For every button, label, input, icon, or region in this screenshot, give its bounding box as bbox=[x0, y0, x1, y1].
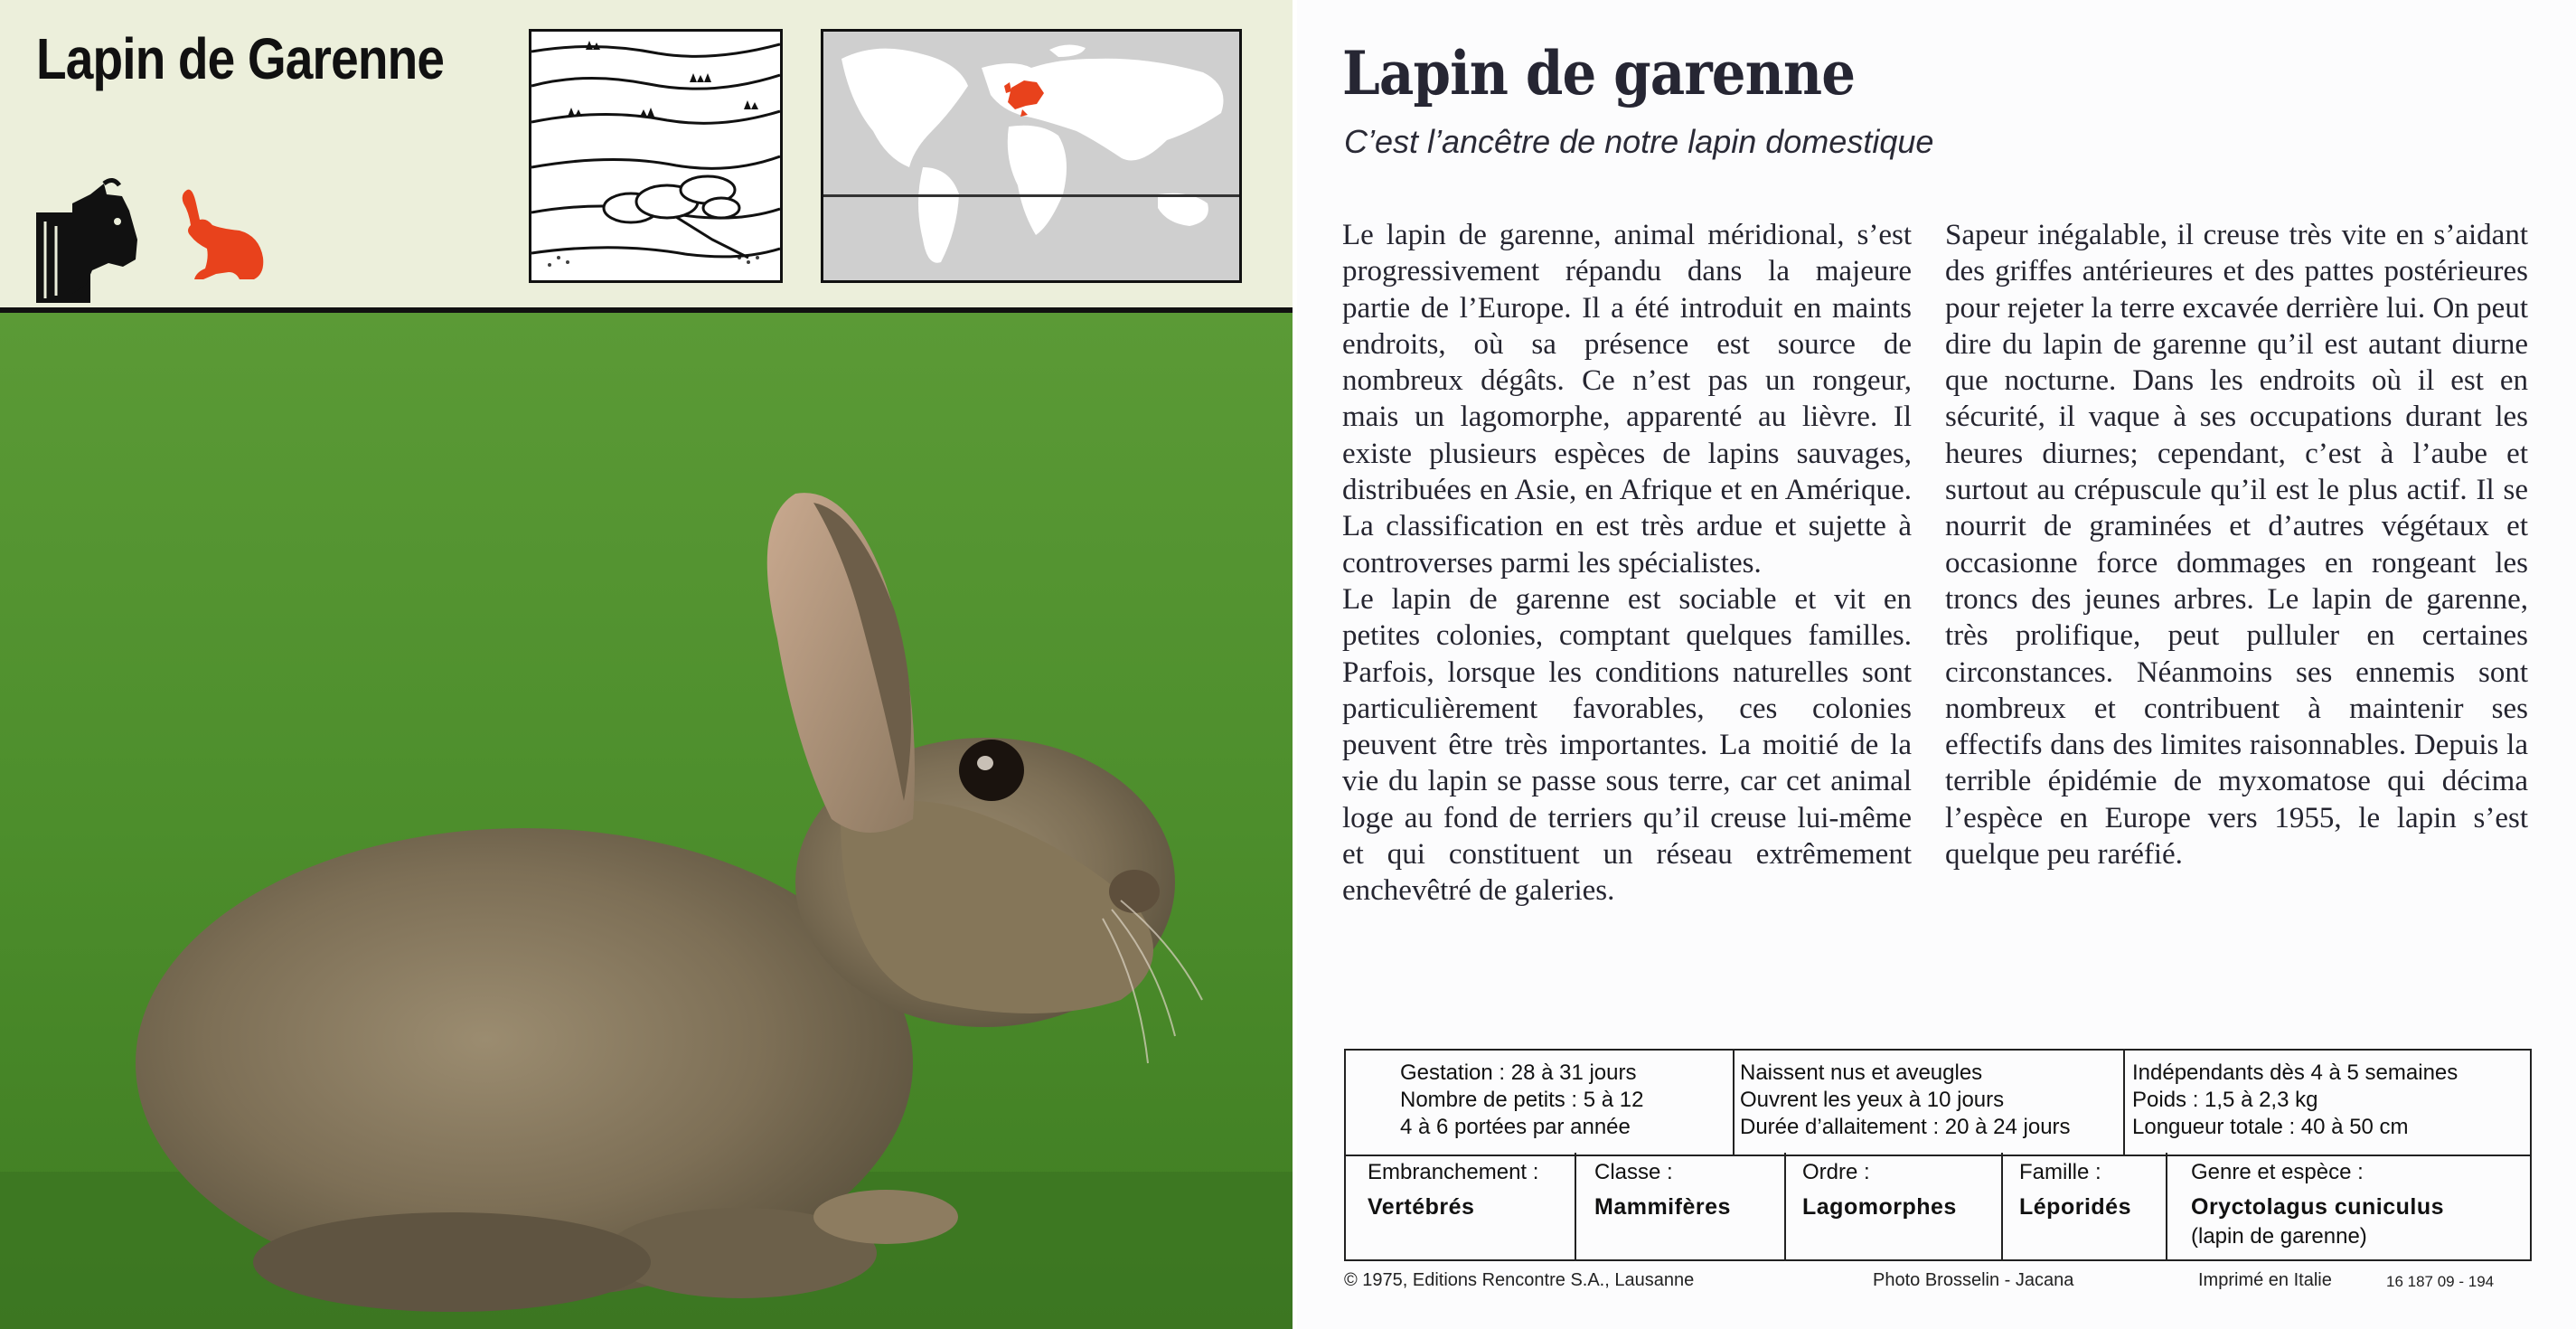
facts-young bbox=[1735, 1051, 2125, 1155]
fact-poids: Poids : 1,5 à 2,3 kg bbox=[2132, 1088, 2318, 1112]
facts-adult bbox=[2125, 1051, 2528, 1155]
fact-allaitement: Durée d’allaitement : 20 à 24 jours bbox=[1740, 1115, 2071, 1139]
fact-petits: Nombre de petits : 5 à 12 bbox=[1400, 1088, 1644, 1112]
taxo-value: Lagomorphes bbox=[1802, 1194, 1957, 1220]
taxo-label: Famille : bbox=[2019, 1160, 2101, 1184]
fact-longueur: Longueur totale : 40 à 50 cm bbox=[2132, 1115, 2409, 1139]
rabbit-photo bbox=[0, 313, 1293, 1329]
fact-yeux: Ouvrent les yeux à 10 jours bbox=[1740, 1088, 2005, 1112]
fact-gestation: Gestation : 28 à 31 jours bbox=[1400, 1060, 1637, 1085]
card-title: Lapin de Garenne bbox=[36, 26, 445, 91]
cow-icon bbox=[36, 176, 140, 303]
fact-portees: 4 à 6 portées par année bbox=[1400, 1115, 1631, 1139]
map-divider bbox=[823, 194, 1239, 197]
taxo-value: Vertébrés bbox=[1368, 1194, 1475, 1220]
species-subtitle: C’est l’ancêtre de notre lapin domestique bbox=[1344, 123, 1934, 160]
taxo-note: (lapin de garenne) bbox=[2191, 1224, 2367, 1249]
taxonomy-table bbox=[1344, 1153, 2532, 1261]
taxo-label: Classe : bbox=[1594, 1160, 1673, 1184]
text-column-left bbox=[1342, 217, 1912, 910]
taxo-value: Mammifères bbox=[1594, 1194, 1731, 1220]
paragraph: Sapeur inégalable, il creuse très vite en s’aidant des griffes antérieures et des pattes postérieures pour rejeter la terre excavée derrière lui. On peut dire du lapin de garenne qu’il est autant diurne que nocturne. Dans les endroits où il est en sécurité, il vaque à ses occupations durant les heures diurnes; cependant, c’est à l’aube et surtout au crépuscule qu’il est le plus actif. Il se nourrit de graminées et d’autres végétaux et occasionne force dommages en rongeant les troncs des jeunes arbres. Le lapin de garenne, très prolifique, peut pulluler en certaines circonstances. Néanmoins ses ennemis sont nombreux et contribuent à maintenir ses effectifs dans des limites raisonnables. Depuis la terrible épidémie de myxomatose qui décima l’espèce en Europe vers 1955, le lapin s’est quelque peu raréfié. bbox=[1945, 219, 2528, 872]
facts-reproduction bbox=[1346, 1051, 1735, 1155]
world-map bbox=[823, 32, 1239, 280]
card-code: 16 187 09 - 194 bbox=[2386, 1273, 2495, 1290]
paragraph: Le lapin de garenne est sociable et vit en petites colonies, comptant quelques familles. Parfois, lorsque les conditions naturelles sont particulièrement favorables, ces colonies peuvent être très importantes. La moitié de la vie du lapin se passe sous terre, car cet animal loge au fond de terriers qu’il creuse lui-même et qui constituent un réseau extrêmement enchevêtré de galeries. bbox=[1342, 582, 1912, 908]
taxo-value: Léporidés bbox=[2019, 1194, 2131, 1220]
text-column-right bbox=[1945, 217, 2528, 872]
fact-naissent: Naissent nus et aveugles bbox=[1740, 1060, 1983, 1085]
taxo-label: Embranchement : bbox=[1368, 1160, 1539, 1184]
photo-credit: Photo Brosselin - Jacana bbox=[1873, 1270, 2074, 1290]
distribution-map bbox=[821, 29, 1242, 283]
taxo-ordre bbox=[1786, 1153, 2003, 1259]
taxo-embranchement bbox=[1346, 1153, 1576, 1259]
taxo-label: Ordre : bbox=[1802, 1160, 1870, 1184]
habitat-illustration bbox=[529, 29, 783, 283]
taxo-genre bbox=[2167, 1153, 2530, 1259]
taxo-value: Oryctolagus cuniculus bbox=[2191, 1194, 2445, 1220]
fact-independants: Indépendants dès 4 à 5 semaines bbox=[2132, 1060, 2458, 1085]
facts-table bbox=[1344, 1049, 2532, 1156]
copyright-text: © 1975, Editions Rencontre S.A., Lausanne bbox=[1344, 1270, 1695, 1290]
taxo-classe bbox=[1576, 1153, 1786, 1259]
species-title: Lapin de garenne bbox=[1342, 38, 1856, 108]
taxo-label: Genre et espèce : bbox=[2191, 1160, 2364, 1184]
taxo-famille bbox=[2003, 1153, 2167, 1259]
back-card bbox=[1297, 0, 2576, 1329]
rabbit-icon bbox=[176, 185, 267, 285]
card-header bbox=[0, 0, 1293, 312]
print-location: Imprimé en Italie bbox=[2198, 1270, 2332, 1290]
paragraph: Le lapin de garenne, animal méridional, s’est progressivement répandu dans la majeure partie de l’Europe. Il a été introduit en maints endroits, où sa présence est source de nombreux dégâts. Ce n’est pas un rongeur, mais un lagomorphe, apparenté au lièvre. Il existe plusieurs espèces de lapins sauvages, distribuées en Asie, en Afrique et en Amérique. La classification en est très ardue et sujette à controverses parmi les spécialistes. bbox=[1342, 219, 1912, 580]
